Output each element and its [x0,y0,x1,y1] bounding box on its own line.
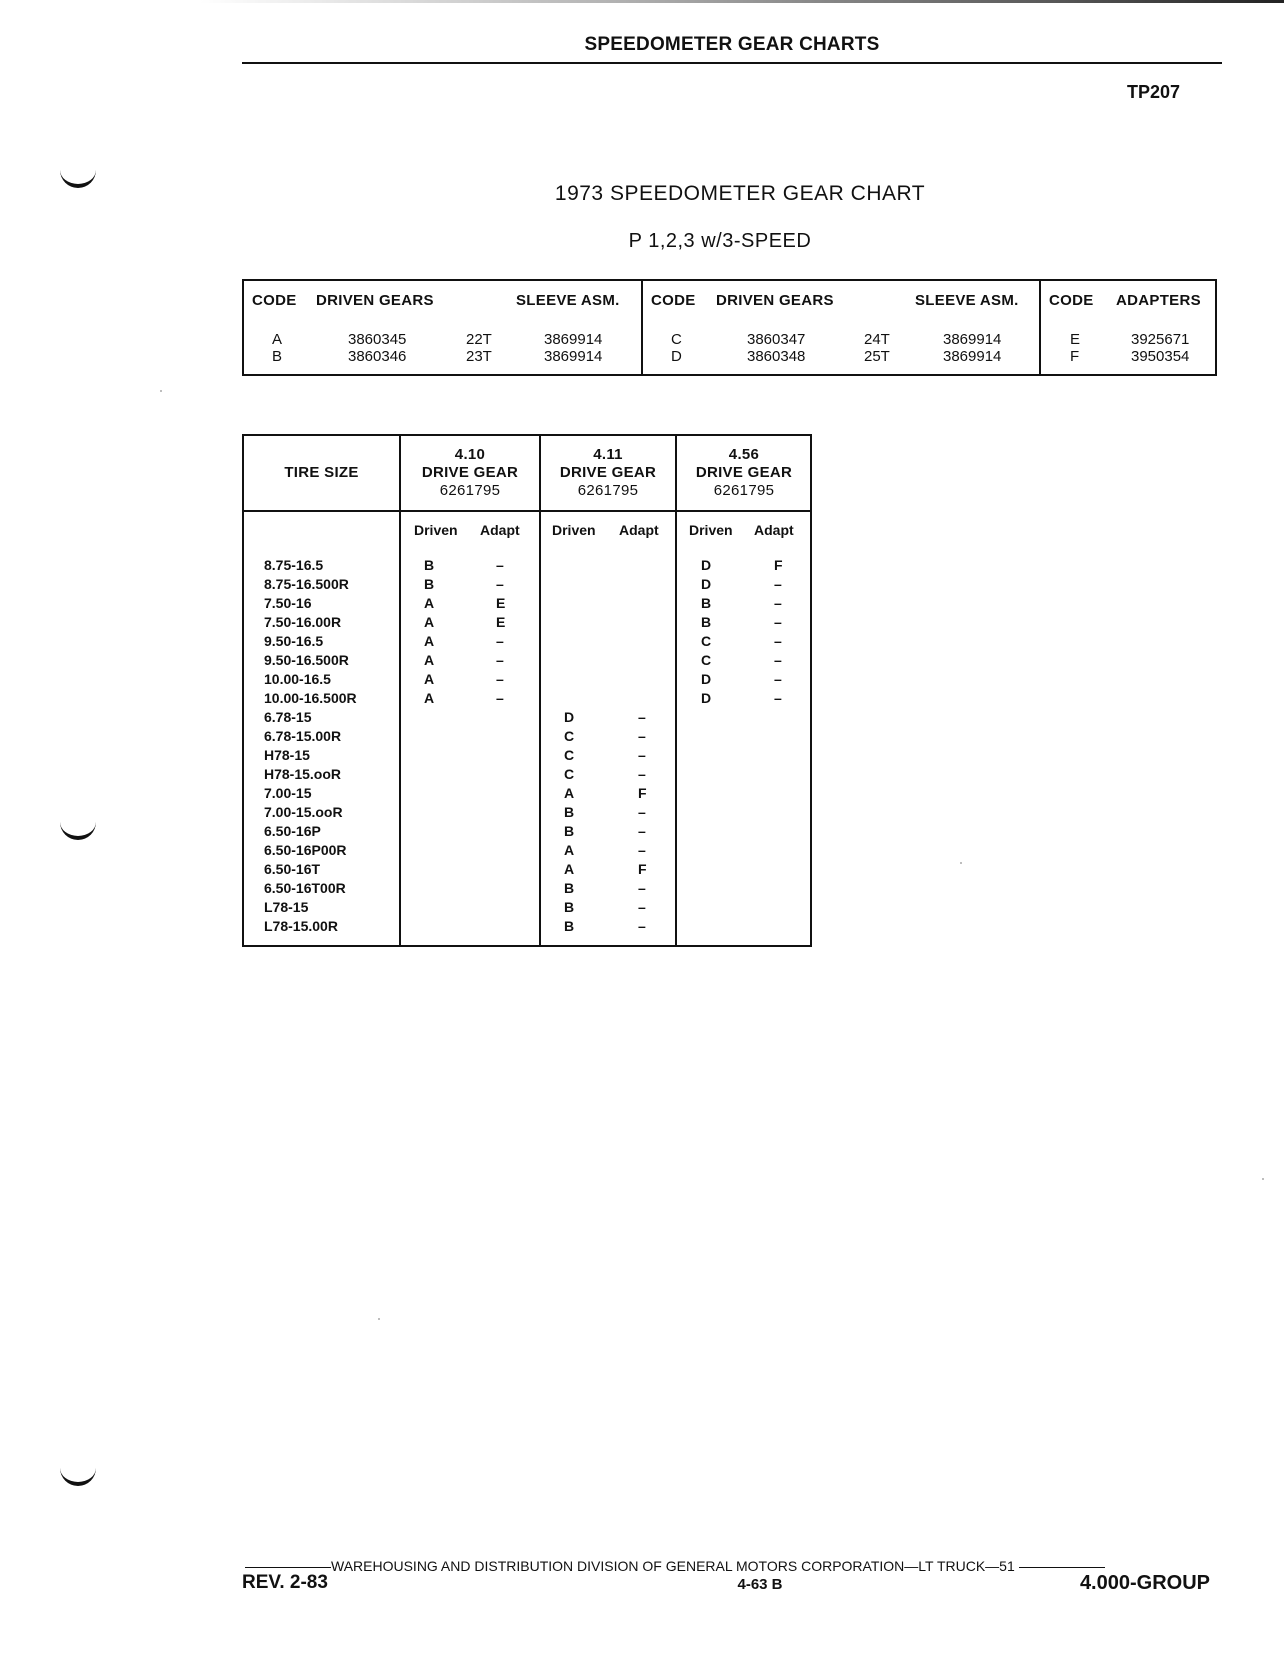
header-driven-gears: DRIVEN GEARS [316,292,434,309]
driven-code-cell: D [701,690,712,706]
header-code: CODE [651,292,696,309]
sleeve-cell: 3869914 [544,348,603,365]
header-sleeve-asm: SLEEVE ASM. [516,292,620,309]
code-cell: C [671,331,682,348]
header-code: CODE [252,292,297,309]
driven-code-cell: A [564,861,575,877]
driven-code-cell: B [564,899,575,915]
adapter-code-cell: – [638,880,646,896]
teeth-cell: 22T [466,331,492,348]
adapter-code-cell: – [496,557,504,573]
drive-gear-label: DRIVE GEAR [559,464,657,481]
chart-title: 1973 SPEEDOMETER GEAR CHART [554,182,926,205]
header-rule [242,62,1222,64]
driven-code-cell: C [701,633,712,649]
driven-code-cell: D [701,576,712,592]
driven-code-cell: A [424,652,435,668]
gear-codes-table [242,279,1217,376]
drive-gear-part: 6261795 [439,482,501,499]
section-title: SPEEDOMETER GEAR CHARTS [584,34,880,55]
footer-rule [245,1567,331,1568]
driven-subheader: Driven [689,522,733,538]
table-divider [1039,281,1041,374]
tire-size-cell: 7.50-16.00R [264,614,342,630]
adapter-code-cell: – [774,690,782,706]
adapter-code-cell: – [496,671,504,687]
tire-size-cell: 7.00-15 [264,785,312,801]
drive-gear-label: DRIVE GEAR [421,464,519,481]
sleeve-cell: 3869914 [943,348,1002,365]
tire-size-cell: H78-15.ooR [264,766,342,782]
drive-gear-header-1 [401,446,539,500]
adapter-code-cell: – [496,576,504,592]
header-code: CODE [1049,292,1094,309]
table-divider [641,281,643,374]
footer-distribution-text: WAREHOUSING AND DISTRIBUTION DIVISION OF GENERAL MOTORS CORPORATION—LT TRUCK—51 [331,1558,1015,1574]
drive-gear-part: 6261795 [713,482,775,499]
driven-code-cell: B [701,595,712,611]
teeth-cell: 25T [864,348,890,365]
driven-code-cell: D [564,709,575,725]
driven-code-cell: A [424,671,435,687]
adapter-part-cell: 3950354 [1131,348,1190,365]
driven-code-cell: C [564,766,575,782]
adapter-code-cell: E [1070,331,1081,348]
driven-code-cell: D [701,671,712,687]
teeth-cell: 24T [864,331,890,348]
table-divider [244,510,810,512]
driven-code-cell: C [701,652,712,668]
tire-size-cell: 8.75-16.500R [264,576,349,592]
driven-code-cell: A [564,785,575,801]
adapter-code-cell: – [638,899,646,915]
driven-code-cell: A [424,690,435,706]
adapter-code-cell: – [774,652,782,668]
sleeve-cell: 3869914 [544,331,603,348]
header-adapters: ADAPTERS [1116,292,1201,309]
adapter-code-cell: – [496,652,504,668]
binder-hole-mark [60,822,96,840]
code-cell: D [671,348,682,365]
tire-size-cell: 9.50-16.500R [264,652,349,668]
part-number-cell: 3860346 [348,348,407,365]
adapter-code-cell: F [1070,348,1080,365]
tire-size-cell: 6.50-16T00R [264,880,346,896]
adapter-code-cell: – [638,747,646,763]
revision-label: REV. 2-83 [242,1572,328,1593]
header-driven-gears: DRIVEN GEARS [716,292,834,309]
page-number: 4-63 B [737,1576,783,1593]
driven-code-cell: A [424,595,435,611]
tire-size-cell: 6.78-15 [264,709,312,725]
driven-code-cell: B [564,804,575,820]
driven-code-cell: B [564,918,575,934]
adapt-subheader: Adapt [754,522,794,538]
adapter-part-cell: 3925671 [1131,331,1190,348]
adapter-code-cell: F [638,785,647,801]
adapter-code-cell: – [638,709,646,725]
teeth-cell: 23T [466,348,492,365]
group-number: 4.000-GROUP [1079,1572,1210,1594]
adapter-code-cell: F [774,557,783,573]
driven-code-cell: A [424,614,435,630]
adapter-code-cell: – [638,728,646,744]
drive-gear-header-2 [541,446,675,500]
adapter-code-cell: – [638,918,646,934]
scan-speck [160,390,162,392]
driven-code-cell: A [424,633,435,649]
adapter-code-cell: – [638,804,646,820]
tire-gear-table [242,434,812,947]
scan-speck [960,862,962,864]
chart-subtitle: P 1,2,3 w/3-SPEED [628,230,812,252]
table-divider [675,436,677,945]
adapter-code-cell: – [638,766,646,782]
tire-size-cell: 7.50-16 [264,595,312,611]
tire-size-cell: 8.75-16.5 [264,557,324,573]
driven-code-cell: B [564,880,575,896]
adapter-code-cell: – [496,690,504,706]
tire-size-cell: 7.00-15.ooR [264,804,343,820]
drive-gear-ratio: 4.56 [728,446,760,463]
adapter-code-cell: E [496,595,506,611]
footer-rule [1019,1567,1105,1568]
scan-speck [1262,1178,1264,1180]
driven-code-cell: D [701,557,712,573]
driven-code-cell: B [564,823,575,839]
tire-size-cell: 6.50-16P00R [264,842,347,858]
code-cell: B [272,348,283,365]
tire-size-cell: H78-15 [264,747,310,763]
part-number-cell: 3860347 [747,331,806,348]
table-divider [539,436,541,945]
driven-code-cell: B [424,576,435,592]
driven-subheader: Driven [552,522,596,538]
adapter-code-cell: – [638,823,646,839]
tire-size-cell: L78-15 [264,899,309,915]
table-divider [399,436,401,945]
adapter-code-cell: E [496,614,506,630]
tire-size-cell: L78-15.00R [264,918,338,934]
driven-code-cell: A [564,842,575,858]
drive-gear-ratio: 4.11 [593,446,623,463]
drive-gear-ratio: 4.10 [454,446,486,463]
part-number-cell: 3860348 [747,348,806,365]
adapter-code-cell: – [774,595,782,611]
binder-hole-mark [60,170,96,188]
drive-gear-header-3 [677,446,811,500]
tire-size-cell: 6.78-15.00R [264,728,342,744]
driven-code-cell: C [564,747,575,763]
driven-code-cell: B [701,614,712,630]
tire-size-cell: 6.50-16T [264,861,321,877]
adapt-subheader: Adapt [480,522,520,538]
adapter-code-cell: – [638,842,646,858]
document-code: TP207 [1126,82,1180,102]
adapter-code-cell: – [496,633,504,649]
tire-size-header: TIRE SIZE [284,464,359,481]
tire-size-cell: 9.50-16.5 [264,633,324,649]
header-sleeve-asm: SLEEVE ASM. [915,292,1019,309]
tire-size-cell: 10.00-16.500R [264,690,357,706]
sleeve-cell: 3869914 [943,331,1002,348]
driven-code-cell: B [424,557,435,573]
binder-hole-mark [60,1468,96,1486]
drive-gear-label: DRIVE GEAR [695,464,793,481]
scan-edge [200,0,1284,3]
adapter-code-cell: – [774,576,782,592]
drive-gear-part: 6261795 [577,482,639,499]
tire-size-cell: 6.50-16P [264,823,321,839]
driven-subheader: Driven [414,522,458,538]
code-cell: A [272,331,283,348]
driven-code-cell: C [564,728,575,744]
tire-size-cell: 10.00-16.5 [264,671,331,687]
scan-speck [378,1318,380,1320]
adapter-code-cell: – [774,671,782,687]
adapter-code-cell: – [774,614,782,630]
adapt-subheader: Adapt [619,522,659,538]
part-number-cell: 3860345 [348,331,407,348]
adapter-code-cell: – [774,633,782,649]
adapter-code-cell: F [638,861,647,877]
